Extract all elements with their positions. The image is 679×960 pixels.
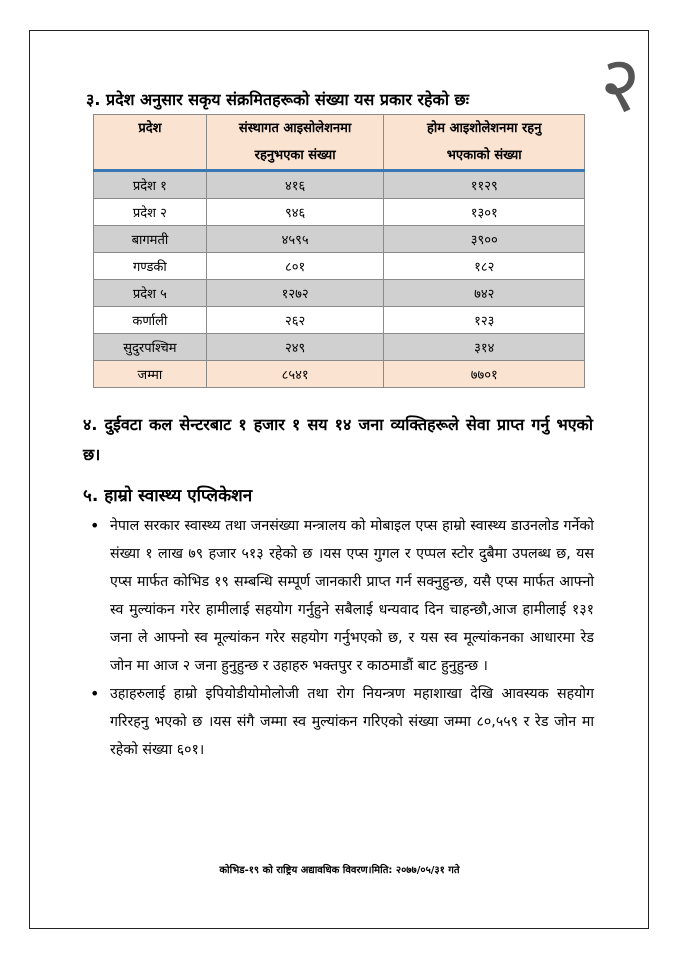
table-row (94, 199, 585, 226)
cell-home: १८२ (384, 253, 585, 280)
header-province (94, 115, 207, 171)
cell-province: प्रदेश १ (94, 171, 207, 199)
header-institutional-line1: संस्थागत आइसोलेशनमा (238, 121, 352, 136)
section-4-paragraph: ४. दुईवटा कल सेन्टरबाट १ हजार १ सय १४ जना व्यक्तिहरूले सेवा प्राप्त गर्नु भएको छ। (83, 415, 593, 464)
cell-home: ३१४ (384, 334, 585, 361)
page-footer: कोभिड-१९ को राष्ट्रिय अद्यावधिक विवरण।मिति: २०७७/०५/३१ गते (219, 865, 460, 876)
cell-province: प्रदेश २ (94, 199, 207, 226)
header-home (384, 115, 585, 171)
list-item-text: नेपाल सरकार स्वास्थ्य तथा जनसंख्या मन्त्रालय को मोबाइल एप्स हाम्रो स्वास्थ्य डाउनलोड गर्नेको संख्या १ लाख ७९ हजार ५१३ रहेको छ ।यस एप्स गुगल र एप्पल स्टोर दुबैमा उपलब्ध छ, यस एप्स मार्फत कोभिड १९ सम्बन्धि सम्पूर्ण जानकारी प्राप्त गर्न सक्नुहुन्छ, यसै एप्स मार्फत आफ्नो स्व मुल्यांकन गरेर हामीलाई सहयोग गर्नुहुने सबैलाई धन्यवाद दिन चाहन्छौ,आज हामीलाई १३१ जना ले आफ्नो स्व मूल्यांकन गरेर सहयोग गर्नुभएको छ, र यस स्व मूल्यांकनका आधारमा रेड जोन मा आज २ जना हुनुहुन्छ र उहाहरु भक्तपुर र काठमाडौं बाट हुनुहुन्छ । (110, 518, 594, 674)
section-3-heading: ३. प्रदेश अनुसार सकृय संक्रमितहरूको संख्या यस प्रकार रहेको छः (86, 90, 469, 109)
cell-province: कर्णाली (94, 307, 207, 334)
list-item (84, 680, 594, 764)
section-5-heading: ५. हाम्रो स्वास्थ्य एप्लिकेशन (83, 486, 253, 506)
province-isolation-table (93, 114, 585, 388)
header-home-line1: होम आइशोलेशनमा रहनु (427, 121, 542, 136)
cell-institutional: ४१६ (206, 171, 384, 199)
cell-total-home: ७७०१ (384, 361, 585, 388)
cell-institutional: ४५९५ (206, 226, 384, 253)
header-institutional-line2: रहनुभएका संख्या (254, 148, 336, 163)
app-info-list (84, 512, 594, 764)
page-number: २ (600, 40, 641, 130)
cell-total-institutional: ८५४१ (206, 361, 384, 388)
list-item-text: उहाहरुलाई हाम्रो इपियोडीयोमोलोजी तथा रोग नियन्त्रण महाशाखा देखि आवस्यक सहयोग गरिरहनु भएको छ ।यस संगै जम्मा स्व मुल्यांकन गरिएको संख्या जम्मा ८०,५५९ र रेड जोन मा रहेको संख्या ६०१। (110, 686, 594, 758)
header-institutional (206, 115, 384, 171)
header-home-line2: भएकाको संख्या (446, 148, 522, 163)
cell-province: बागमती (94, 226, 207, 253)
table-total-row (94, 361, 585, 388)
cell-institutional: ९४६ (206, 199, 384, 226)
cell-home: ७४२ (384, 280, 585, 307)
table-row (94, 253, 585, 280)
cell-province: प्रदेश ५ (94, 280, 207, 307)
cell-institutional: ८०१ (206, 253, 384, 280)
table-row (94, 280, 585, 307)
cell-province: सुदुरपश्चिम (94, 334, 207, 361)
cell-home: ११२९ (384, 171, 585, 199)
table-row (94, 334, 585, 361)
header-province-label: प्रदेश (138, 121, 162, 136)
table-row (94, 307, 585, 334)
list-item (84, 512, 594, 680)
cell-home: १२३ (384, 307, 585, 334)
cell-total-label: जम्मा (94, 361, 207, 388)
cell-home: १३०१ (384, 199, 585, 226)
bullet-icon: • (90, 516, 100, 535)
table-row (94, 171, 585, 199)
table-header-row (94, 115, 585, 171)
cell-province: गण्डकी (94, 253, 207, 280)
cell-institutional: २४९ (206, 334, 384, 361)
cell-institutional: १२७२ (206, 280, 384, 307)
cell-home: ३९०० (384, 226, 585, 253)
table-row (94, 226, 585, 253)
bullet-icon: • (90, 684, 100, 703)
cell-institutional: २६२ (206, 307, 384, 334)
